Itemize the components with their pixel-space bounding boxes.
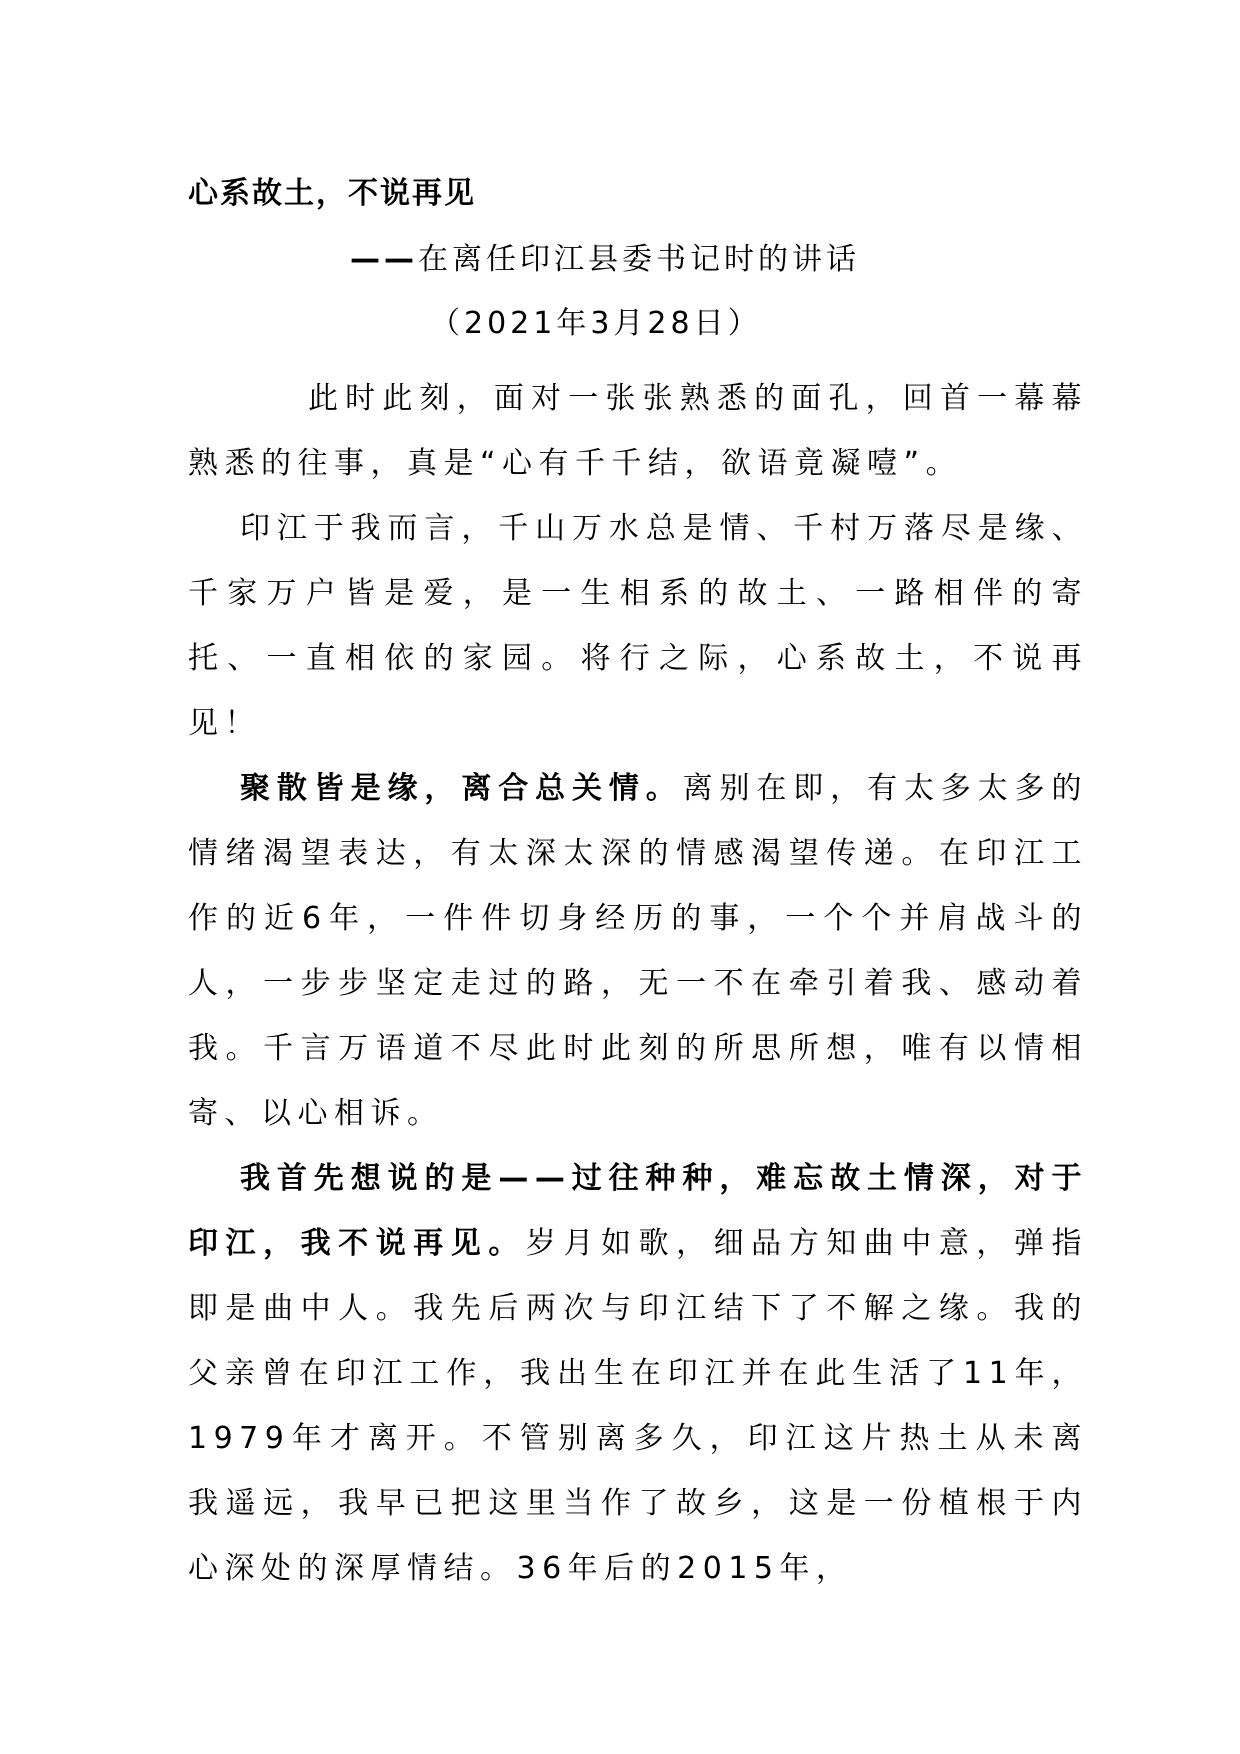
paragraph-text: 岁月如歌，细品方知曲中意，弹指即是曲中人。我先后两次与印江结下了不解之缘。我的父亲曾在印江工作，我出生在印江并在此生活了11年，1979年才离开。不管别离多久，印江这片热土从未离我遥远，我早已把这里当作了故乡，这是一份植根于内心深处的深厚情结。36年后的2015年， — [188, 1226, 1089, 1586]
paragraph-text: 离别在即，有太多太多的情绪渴望表达，有太深太深的情感渴望传递。在印江工作的近6年，一件件切身经历的事，一个个并肩战斗的人，一步步坚定走过的路，无一不在牵引着我、感动着我。千言万语道不尽此时此刻的所思所想，唯有以情相寄、以心相诉。 — [188, 771, 1089, 1131]
document-title: 心系故土，不说再见 — [188, 176, 476, 211]
subtitle-dash: —— — [350, 242, 418, 277]
paragraph-text: 此时此刻，面对一张张熟悉的面孔，回首一幕幕熟悉的往事，真是“心有千千结，欲语竟凝噎”。 — [188, 381, 1088, 481]
document-body — [188, 366, 1088, 1601]
document-subtitle — [350, 238, 860, 282]
document-date: （2021年3月28日） — [430, 306, 762, 341]
paragraph-lead-bold: 我首先想说的是——过往种种，难忘故土情深，对于印江，我不说再见。 — [188, 1161, 1088, 1261]
paragraph — [188, 1146, 1088, 1601]
paragraph — [188, 496, 1088, 756]
subtitle-text: 在离任印江县委书记时的讲话 — [418, 242, 860, 277]
paragraph-text: 印江于我而言，千山万水总是情、千村万落尽是缘、千家万户皆是爱，是一生相系的故土、一路相伴的寄托、一直相依的家园。将行之际，心系故土，不说再见！ — [188, 511, 1088, 741]
paragraph-lead-bold: 聚散皆是缘，离合总关情。 — [240, 771, 683, 806]
paragraph — [188, 756, 1088, 1146]
paragraph — [188, 366, 1088, 496]
